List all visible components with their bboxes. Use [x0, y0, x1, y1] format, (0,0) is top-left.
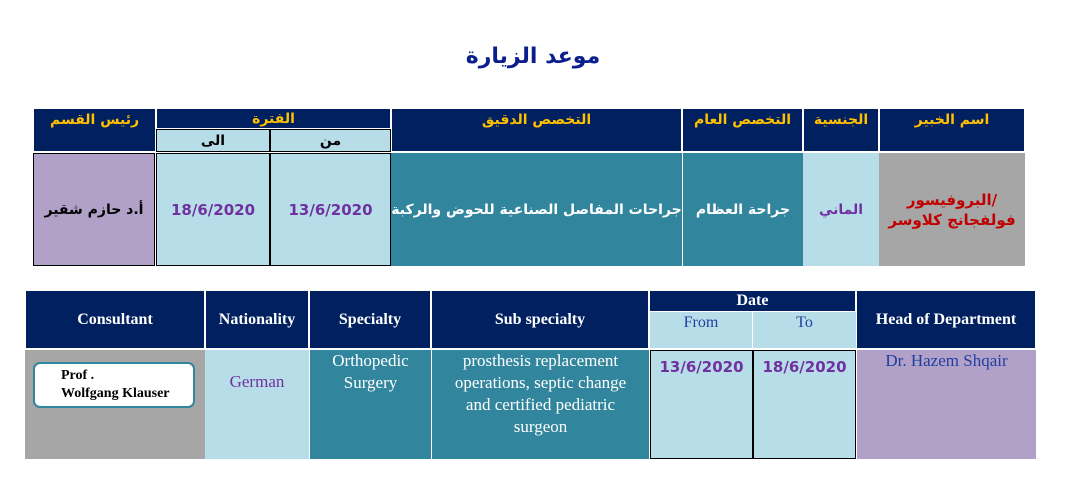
cell-head-of-department-ar: أ.د حازم شقير — [33, 153, 155, 266]
header-general-specialty-ar: التخصص العام — [682, 108, 803, 152]
header-nationality-ar: الجنسية — [803, 108, 879, 152]
cell-specialty — [309, 350, 431, 459]
specialty-line2: Surgery — [343, 373, 398, 392]
header-sub-specialty: Sub specialty — [431, 290, 649, 349]
cell-sub-specialty: prosthesis replacement operations, septic change and certified pediatric surgeon — [431, 350, 649, 459]
cell-nationality: German — [205, 350, 309, 459]
header-from: From — [650, 312, 752, 348]
header-head-of-department-ar: رئيس القسم — [33, 108, 156, 152]
header-date: Date — [649, 290, 856, 312]
consultant-title: Prof . — [61, 368, 95, 383]
specialty-line1: Orthopedic — [332, 351, 409, 370]
header-period-ar: الفترة — [156, 108, 391, 129]
cell-general-specialty-ar: جراحة العظام — [682, 153, 803, 266]
cell-sub-specialty-ar: جراحات المفاصل الصناعية للحوض والركبة — [391, 153, 682, 266]
cell-expert-name-ar — [879, 153, 1025, 266]
header-consultant: Consultant — [25, 290, 205, 349]
cell-to-date-ar: 18/6/2020 — [156, 153, 270, 266]
header-to-ar: الى — [156, 129, 270, 152]
cell-consultant — [25, 350, 205, 459]
consultant-name-box — [33, 362, 195, 408]
header-to: To — [753, 312, 856, 348]
cell-nationality-ar: الماني — [803, 153, 879, 266]
cell-head-of-department: Dr. Hazem Shqair — [857, 350, 1036, 459]
header-sub-specialty-ar: التخصص الدقيق — [391, 108, 682, 152]
cell-from-date-ar: 13/6/2020 — [270, 153, 391, 266]
page-title: موعد الزيارة — [465, 44, 601, 69]
header-nationality: Nationality — [205, 290, 309, 349]
header-expert-name-ar: اسم الخبير — [879, 108, 1025, 152]
cell-to-date: 18/6/2020 — [753, 350, 856, 459]
header-from-ar: من — [270, 129, 391, 152]
consultant-name: Wolfgang Klauser — [61, 386, 170, 401]
header-specialty: Specialty — [309, 290, 431, 349]
header-head-of-department: Head of Department — [856, 290, 1036, 349]
cell-from-date: 13/6/2020 — [650, 350, 753, 459]
expert-name-line1: البروفيسور/ — [906, 190, 998, 209]
expert-name-line2: فولفجانج كلاوسر — [888, 210, 1016, 229]
